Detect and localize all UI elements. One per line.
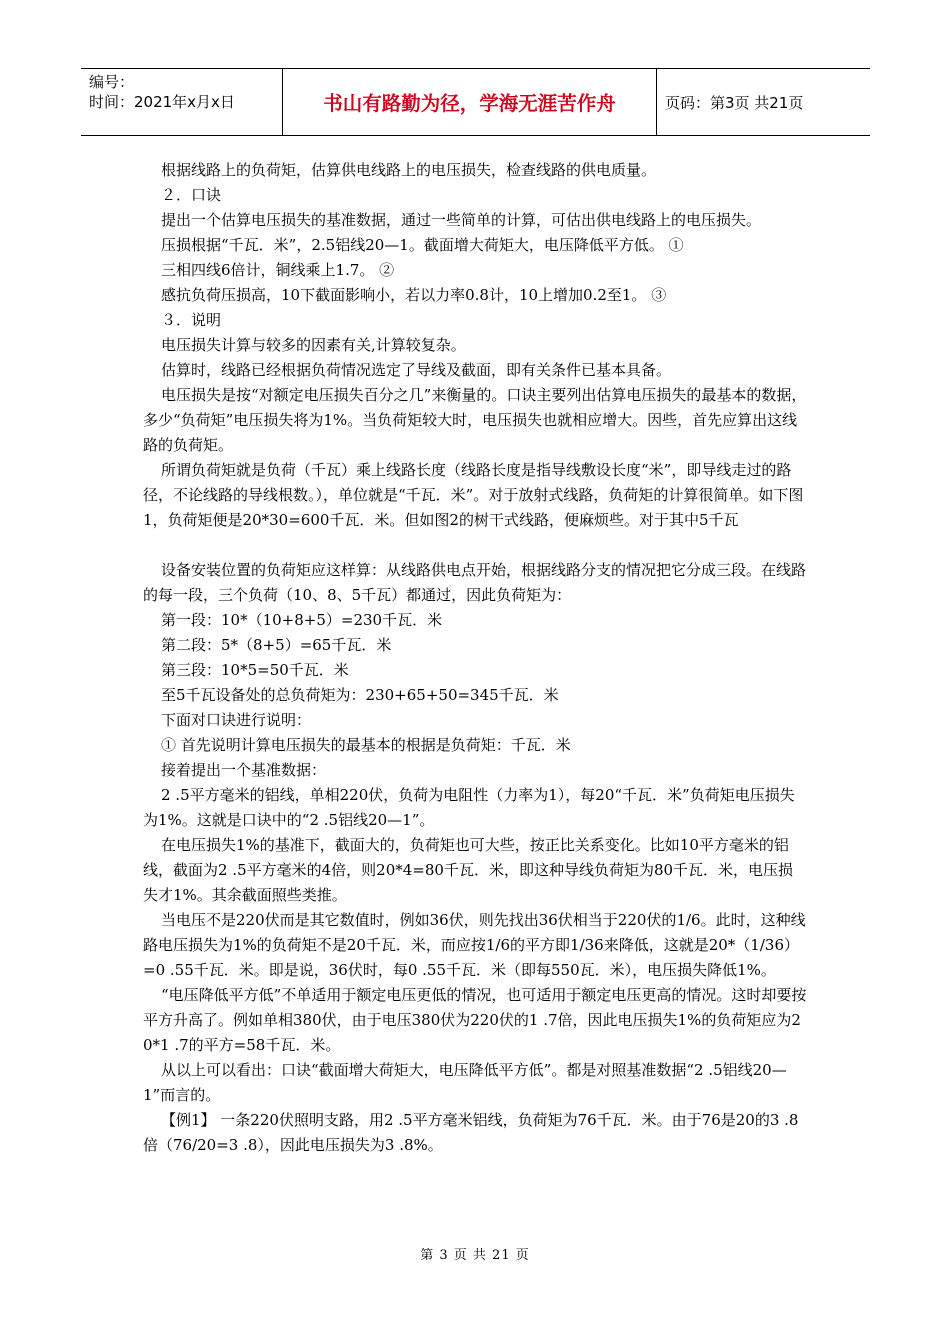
header-info-cell xyxy=(81,69,283,135)
section-heading: ２．口诀 xyxy=(161,186,222,204)
calculation-line: 第一段：10*（10+8+5）=230千瓦．米 xyxy=(161,611,443,629)
paragraph: 从以上可以看出：口诀“截面增大荷矩大，电压降低平方低”。都是对照基准数据“2 .5铝线20—1”而言的。 xyxy=(143,1061,787,1104)
header-motto: 书山有路勤为径，学海无涯苦作舟 xyxy=(323,92,616,115)
paragraph: 估算时，线路已经根据负荷情况选定了导线及截面，即有关条件已基本具备。 xyxy=(161,361,672,379)
paragraph: ① 首先说明计算电压损失的最基本的根据是负荷矩：千瓦．米 xyxy=(161,736,571,754)
blank-line xyxy=(143,533,808,558)
document-date-label: 时间：2021年x月x日 xyxy=(89,93,235,111)
paragraph: 根据线路上的负荷矩，估算供电线路上的电压损失，检查线路的供电质量。 xyxy=(161,161,657,179)
paragraph: “电压降低平方低”不单适用于额定电压更低的情况，也可适用于额定电压更高的情况。这时却要按平方升高了。例如单相380伏，由于电压380伏为220伏的1 .7倍，因此电压损失1%的负荷矩应为20*1 .7的平方=58千瓦．米。 xyxy=(143,986,807,1054)
paragraph: 电压损失是按“对额定电压损失百分之几”来衡量的。口诀主要列出估算电压损失的最基本的数据，多少“负荷矩”电压损失将为1%。当负荷矩较大时，电压损失也就相应增大。因些，首先应算出这线路的负荷矩。 xyxy=(143,386,807,454)
paragraph: 当电压不是220伏而是其它数值时，例如36伏，则先找出36伏相当于220伏的1/6。此时，这种线路电压损失为1%的负荷矩不是20千瓦．米，而应按1/6的平方即1/36来降低，这就是20*（1/36）=0 .55千瓦．米。即是说，36伏时，每0 .55千瓦．米（即每550瓦．米），电压损失降低1%。 xyxy=(143,911,806,979)
example-paragraph: 【例1】 一条220伏照明支路，用2 .5平方毫米铝线，负荷矩为76千瓦．米。由于76是20的3 .8倍（76/20=3 .8），因此电压损失为3 .8%。 xyxy=(143,1111,799,1154)
page-header xyxy=(81,68,870,136)
section-heading: ３．说明 xyxy=(161,311,222,329)
page-footer: 第 3 页 共 21 页 xyxy=(420,1248,530,1263)
formula-line: 三相四线6倍计，铜线乘上1.7。 ② xyxy=(161,261,395,279)
paragraph: 在电压损失1%的基准下，截面大的，负荷矩也可大些，按正比关系变化。比如10平方毫米的铝线，截面为2 .5平方毫米的4倍，则20*4=80千瓦．米，即这种导线负荷矩为80千瓦．米，电压损失才1%。其余截面照些类推。 xyxy=(143,836,794,904)
document-body xyxy=(143,158,808,1158)
formula-line: 感抗负荷压损高，10下截面影响小，若以力率0.8计，10上增加0.2至1。 ③ xyxy=(161,286,667,304)
paragraph: 接着提出一个基准数据： xyxy=(161,761,327,779)
paragraph: 下面对口诀进行说明： xyxy=(161,711,312,729)
calculation-line: 第三段：10*5=50千瓦．米 xyxy=(161,661,349,679)
calculation-line: 第二段：5*（8+5）=65千瓦．米 xyxy=(161,636,392,654)
calculation-line: 至5千瓦设备处的总负荷矩为：230+65+50=345千瓦．米 xyxy=(161,686,559,704)
header-motto-cell xyxy=(283,69,657,135)
formula-line: 压损根据“千瓦．米”，2.5铝线20—1。截面增大荷矩大，电压降低平方低。 ① xyxy=(161,236,684,254)
paragraph: 2 .5平方毫米的铝线，单相220伏，负荷为电阻性（力率为1），每20“千瓦．米”负荷矩电压损失为1%。这就是口诀中的“2 .5铝线20—1”。 xyxy=(143,786,795,829)
paragraph: 提出一个估算电压损失的基准数据，通过一些简单的计算，可估出供电线路上的电压损失。 xyxy=(161,211,762,229)
paragraph: 所谓负荷矩就是负荷（千瓦）乘上线路长度（线路长度是指导线敷设长度“米”，即导线走过的路径，不论线路的导线根数。），单位就是“千瓦．米”。对于放射式线路，负荷矩的计算很简单。如下图1，负荷矩便是20*30=600千瓦．米。但如图2的树干式线路，便麻烦些。对于其中5千瓦 xyxy=(143,461,804,529)
paragraph: 设备安装位置的负荷矩应这样算：从线路供电点开始，根据线路分支的情况把它分成三段。在线路的每一段，三个负荷（10、8、5千瓦）都通过，因此负荷矩为： xyxy=(143,561,807,604)
paragraph: 电压损失计算与较多的因素有关,计算较复杂。 xyxy=(161,336,466,354)
header-page-number: 页码：第3页 共21页 xyxy=(665,93,804,112)
document-number-label: 编号： xyxy=(89,73,135,91)
header-page-cell xyxy=(657,69,870,135)
